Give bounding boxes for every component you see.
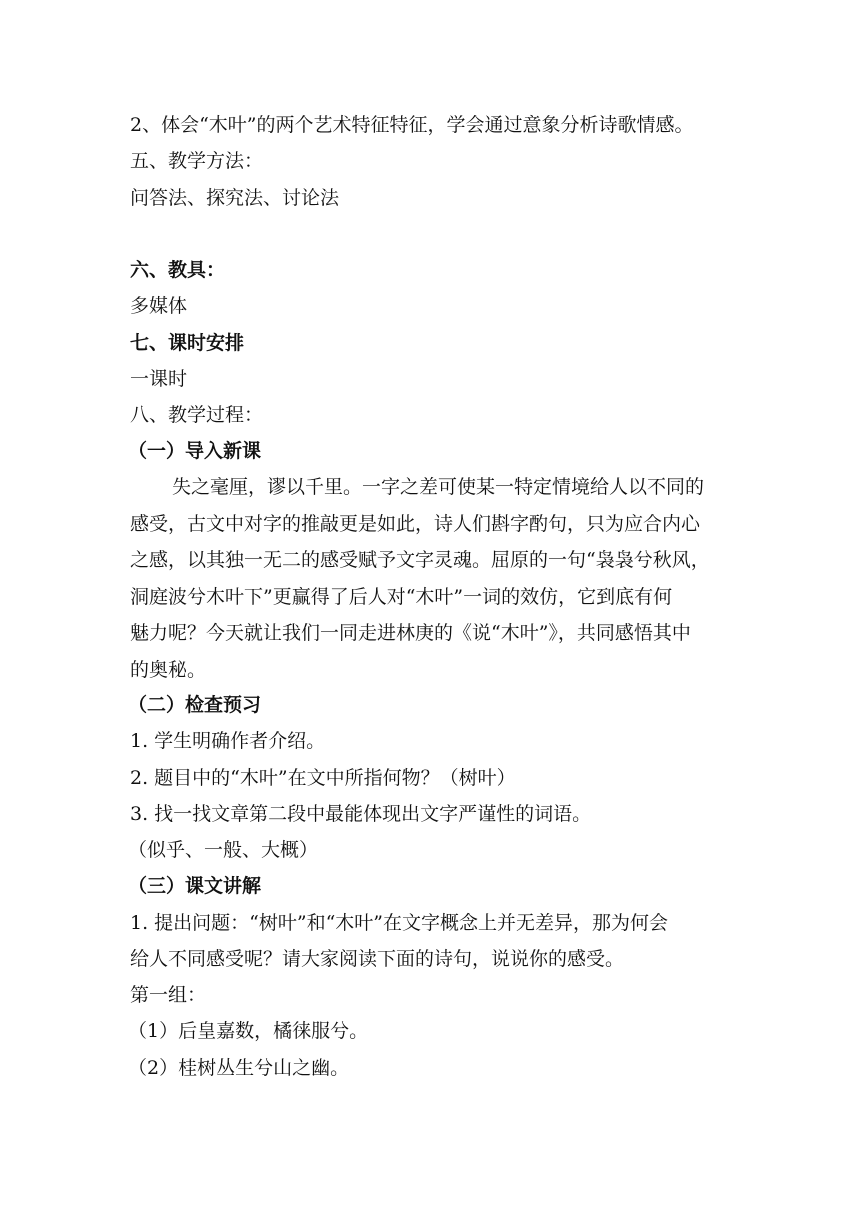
paragraph-line: 之感，以其独一无二的感受赋予文字灵魂。屈原的一句“袅袅兮秋风，: [130, 549, 710, 571]
poem-line-1: （1）后皇嘉数，橘徕服兮。: [128, 1020, 369, 1042]
class-schedule-text: 一课时: [130, 368, 188, 390]
preview-item-1: 1. 学生明确作者介绍。: [130, 730, 326, 752]
preview-item-3-answer: （似乎、一般、大概）: [128, 839, 319, 861]
objective-2: 2、体会“木叶”的两个艺术特征特征，学会通过意象分析诗歌情感。: [130, 114, 694, 136]
paragraph-line: 魅力呢？今天就让我们一同走进林庚的《说“木叶”》，共同感悟其中: [130, 622, 691, 644]
poem-line-2: （2）桂树丛生兮山之幽。: [128, 1057, 350, 1079]
subheading-preview-check: （二）检查预习: [128, 694, 262, 716]
introduction-paragraph: [130, 469, 736, 688]
preview-item-2: 2. 题目中的“木叶”在文中所指何物？（树叶）: [130, 767, 516, 789]
subheading-introduction: （一）导入新课: [128, 440, 262, 462]
teaching-aids-text: 多媒体: [130, 295, 188, 317]
paragraph-line: 失之毫厘，谬以千里。一字之差可使某一特定情境给人以不同的: [172, 476, 705, 498]
paragraph-line: 的奥秘。: [130, 658, 207, 681]
question-line-1: 1. 提出问题：“树叶”和“木叶”在文字概念上并无差异，那为何会: [130, 912, 669, 934]
teaching-methods-text: 问答法、探究法、讨论法: [130, 187, 340, 209]
paragraph-line: 洞庭波兮木叶下”更赢得了后人对“木叶”一词的效仿，它到底有何: [130, 585, 673, 608]
question-line-2: 给人不同感受呢？请大家阅读下面的诗句，说说你的感受。: [130, 948, 625, 970]
heading-class-schedule: 七、课时安排: [130, 332, 245, 354]
heading-teaching-aids: 六、教具：: [130, 259, 226, 281]
preview-item-3: 3. 找一找文章第二段中最能体现出文字严谨性的词语。: [130, 803, 592, 825]
heading-teaching-process: 八、教学过程：: [130, 404, 264, 426]
heading-teaching-methods: 五、教学方法：: [130, 150, 264, 172]
group-one-label: 第一组：: [130, 984, 207, 1006]
subheading-text-explanation: （三）课文讲解: [128, 875, 262, 897]
paragraph-line: 感受，古文中对字的推敲更是如此，诗人们斟字酌句，只为应合内心: [130, 512, 701, 535]
